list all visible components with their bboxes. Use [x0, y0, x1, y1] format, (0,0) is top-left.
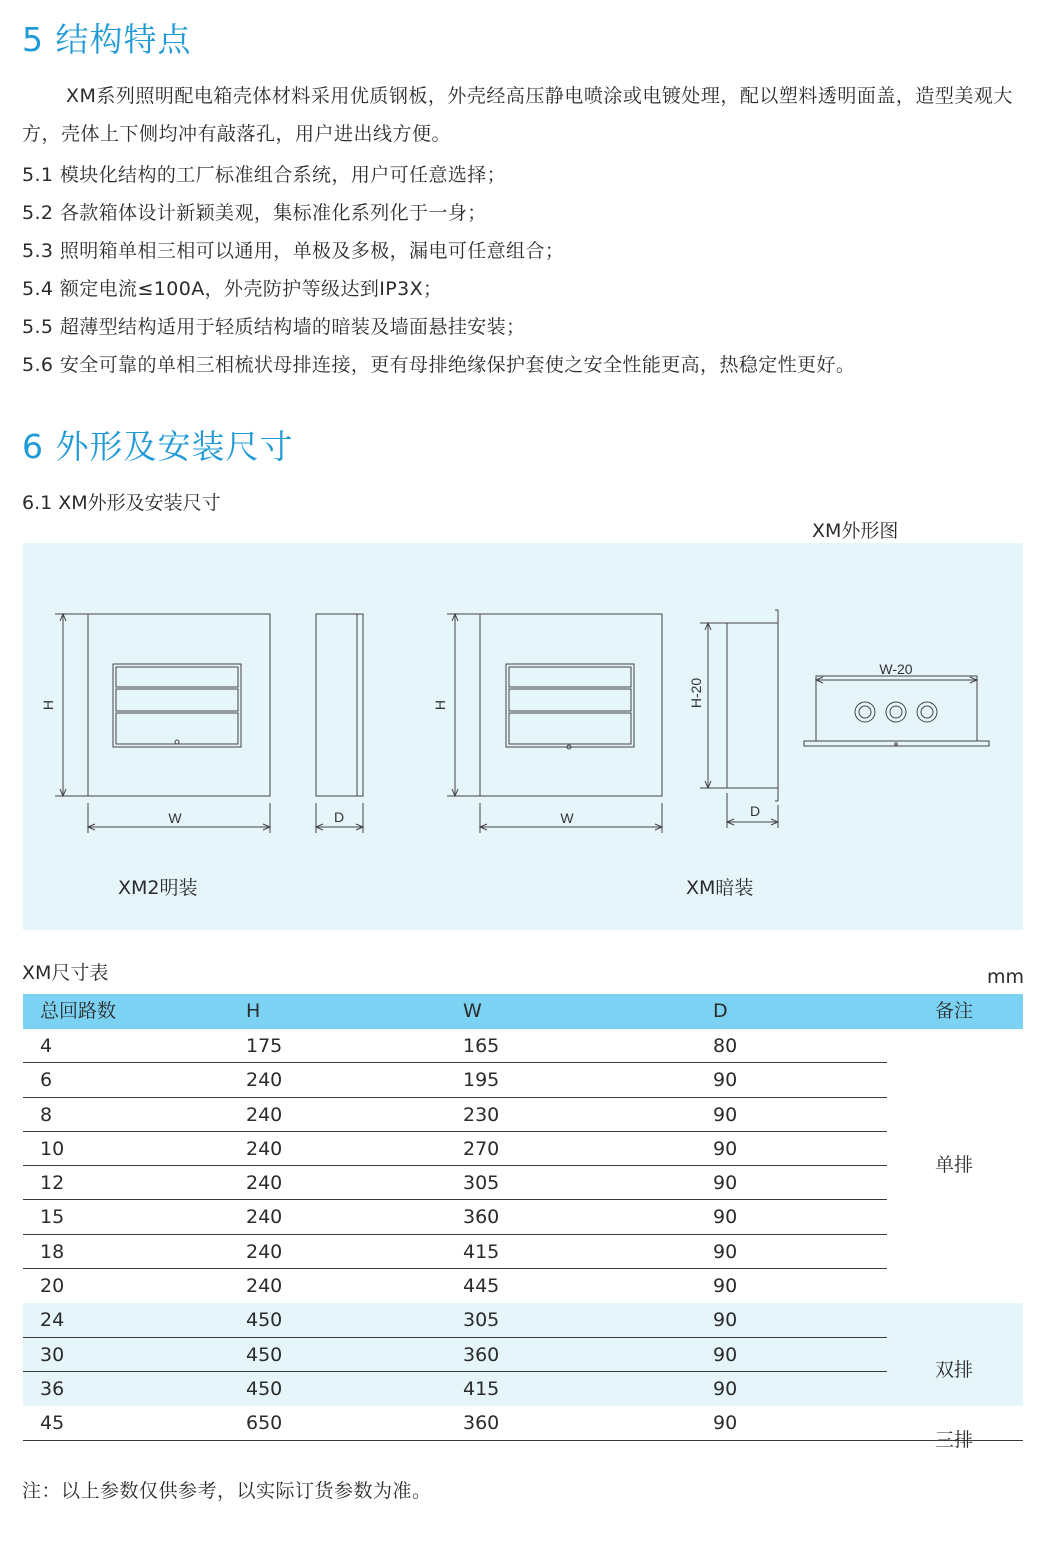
section6-subtitle: 6.1 XM外形及安装尺寸: [22, 492, 221, 514]
table-cell: 415: [463, 1240, 500, 1263]
dim-label-h20: H-20: [688, 677, 704, 709]
header-remark: 备注: [935, 1000, 974, 1022]
table-cell: 165: [463, 1035, 500, 1057]
feature-item: 5.2 各款箱体设计新颖美观，集标准化系列化于一身；: [22, 202, 487, 224]
table-cell: 305: [463, 1309, 500, 1332]
flush-box-side: [727, 623, 778, 788]
table-row: [23, 1338, 1023, 1372]
table-cell: 240: [246, 1172, 283, 1195]
table-cell: 20: [40, 1275, 65, 1298]
table-cell: 175: [246, 1035, 283, 1057]
table-cell: 90: [713, 1137, 738, 1160]
table-cell: 230: [463, 1103, 500, 1126]
dim-label-h: H: [432, 699, 448, 711]
dim-label-w: W: [560, 810, 574, 826]
table-cell: 90: [713, 1240, 738, 1263]
table-row: [23, 1063, 1023, 1097]
feature-item: 5.1 模块化结构的工厂标准组合系统，用户可任意选择；: [22, 164, 507, 186]
table-row: [23, 1098, 1023, 1132]
table-cell: 650: [246, 1412, 283, 1435]
header-circuits: 总回路数: [40, 1000, 117, 1022]
flush-panel: [506, 664, 634, 747]
feature-item: 5.6 安全可靠的单相三相梳状母排连接，更有母排绝缘保护套使之安全性能更高，热稳定性更好。: [22, 354, 856, 376]
table-cell: 24: [40, 1309, 65, 1332]
table-header: [23, 994, 1023, 1029]
table-cell: 80: [713, 1035, 738, 1057]
table-row: [23, 1132, 1023, 1166]
table-cell: 450: [246, 1343, 283, 1366]
surface-box-front: [88, 614, 270, 796]
dim-label-w: W: [168, 810, 182, 826]
feature-item: 5.4 额定电流≤100A，外壳防护等级达到IP3X；: [22, 278, 443, 300]
table-cell: 90: [713, 1343, 738, 1366]
remark-double: 双排: [935, 1359, 974, 1381]
box-top-view: [816, 676, 977, 741]
dimension-drawing: [23, 543, 1023, 930]
surface-box-side: [316, 614, 363, 796]
feature-list: [22, 156, 855, 384]
table-cell: 90: [713, 1206, 738, 1229]
table-cell: 90: [713, 1172, 738, 1195]
dimension-table: [23, 994, 1023, 1451]
table-cell: 4: [40, 1035, 53, 1057]
figure-title: XM外形图: [812, 520, 899, 542]
table-cell: 8: [40, 1103, 53, 1126]
table-unit: mm: [987, 966, 1025, 988]
table-cell: 240: [246, 1137, 283, 1160]
table-cell: 15: [40, 1206, 65, 1229]
dim-label-d: D: [333, 809, 345, 825]
table-cell: 360: [463, 1412, 500, 1435]
caption-flush: XM暗装: [686, 877, 754, 899]
surface-panel: [113, 664, 241, 747]
table-cell: 240: [246, 1206, 283, 1229]
table-row: [23, 1406, 1023, 1440]
table-cell: 30: [40, 1343, 65, 1366]
table-cell: 240: [246, 1240, 283, 1263]
section5-title: 5 结构特点: [22, 20, 192, 59]
footnote: 注：以上参数仅供参考，以实际订货参数为准。: [22, 1480, 432, 1502]
table-row: [23, 1303, 1023, 1337]
table-row: [23, 1235, 1023, 1269]
dim-label-h: H: [40, 699, 56, 711]
table-cell: 450: [246, 1377, 283, 1400]
table-cell: 90: [713, 1103, 738, 1126]
table-row: [23, 1269, 1023, 1303]
dim-label-w20: W-20: [879, 661, 913, 677]
feature-item: 5.5 超薄型结构适用于轻质结构墙的暗装及墙面悬挂安装；: [22, 316, 526, 338]
table-cell: 36: [40, 1377, 65, 1400]
table-row: [23, 1029, 1023, 1063]
table-cell: 6: [40, 1069, 53, 1092]
header-w: W: [463, 1000, 482, 1022]
section5-intro: XM系列照明配电箱壳体材料采用优质钢板，外壳经高压静电喷涂或电镀处理，配以塑料透明面盖，造型美观大方，壳体上下侧均冲有敲落孔，用户进出线方便。: [22, 85, 1013, 145]
feature-item: 5.3 照明箱单相三相可以通用，单极及多极，漏电可任意组合；: [22, 240, 565, 262]
remark-triple: 三排: [935, 1429, 974, 1451]
flush-box-front: [480, 614, 662, 796]
table-cell: 240: [246, 1069, 283, 1092]
table-cell: 195: [463, 1069, 500, 1092]
table-cell: 240: [246, 1103, 283, 1126]
table-cell: 445: [463, 1275, 500, 1298]
dim-label-d: D: [749, 803, 761, 819]
table-cell: 12: [40, 1172, 65, 1195]
table-cell: 415: [463, 1377, 500, 1400]
table-cell: 10: [40, 1137, 65, 1160]
remark-single: 单排: [935, 1154, 974, 1176]
header-h: H: [246, 1000, 261, 1022]
table-cell: 305: [463, 1172, 500, 1195]
table-row: [23, 1200, 1023, 1234]
table-cell: 360: [463, 1343, 500, 1366]
table-row: [23, 1166, 1023, 1200]
table-cell: 90: [713, 1377, 738, 1400]
table-cell: 240: [246, 1275, 283, 1298]
table-cell: 90: [713, 1069, 738, 1092]
table-bottom-border: [23, 1440, 1023, 1441]
table-cell: 450: [246, 1309, 283, 1332]
header-d: D: [713, 1000, 728, 1022]
table-cell: 90: [713, 1309, 738, 1332]
dimension-drawing-svg: [23, 543, 1023, 930]
table-cell: 90: [713, 1412, 738, 1435]
table-cell: 90: [713, 1275, 738, 1298]
table-cell: 45: [40, 1412, 65, 1435]
caption-surface: XM2明装: [118, 877, 198, 899]
table-title: XM尺寸表: [22, 962, 109, 984]
table-row: [23, 1372, 1023, 1406]
table-cell: 18: [40, 1240, 65, 1263]
table-cell: 270: [463, 1137, 500, 1160]
section6-title: 6 外形及安装尺寸: [22, 427, 294, 466]
table-cell: 360: [463, 1206, 500, 1229]
